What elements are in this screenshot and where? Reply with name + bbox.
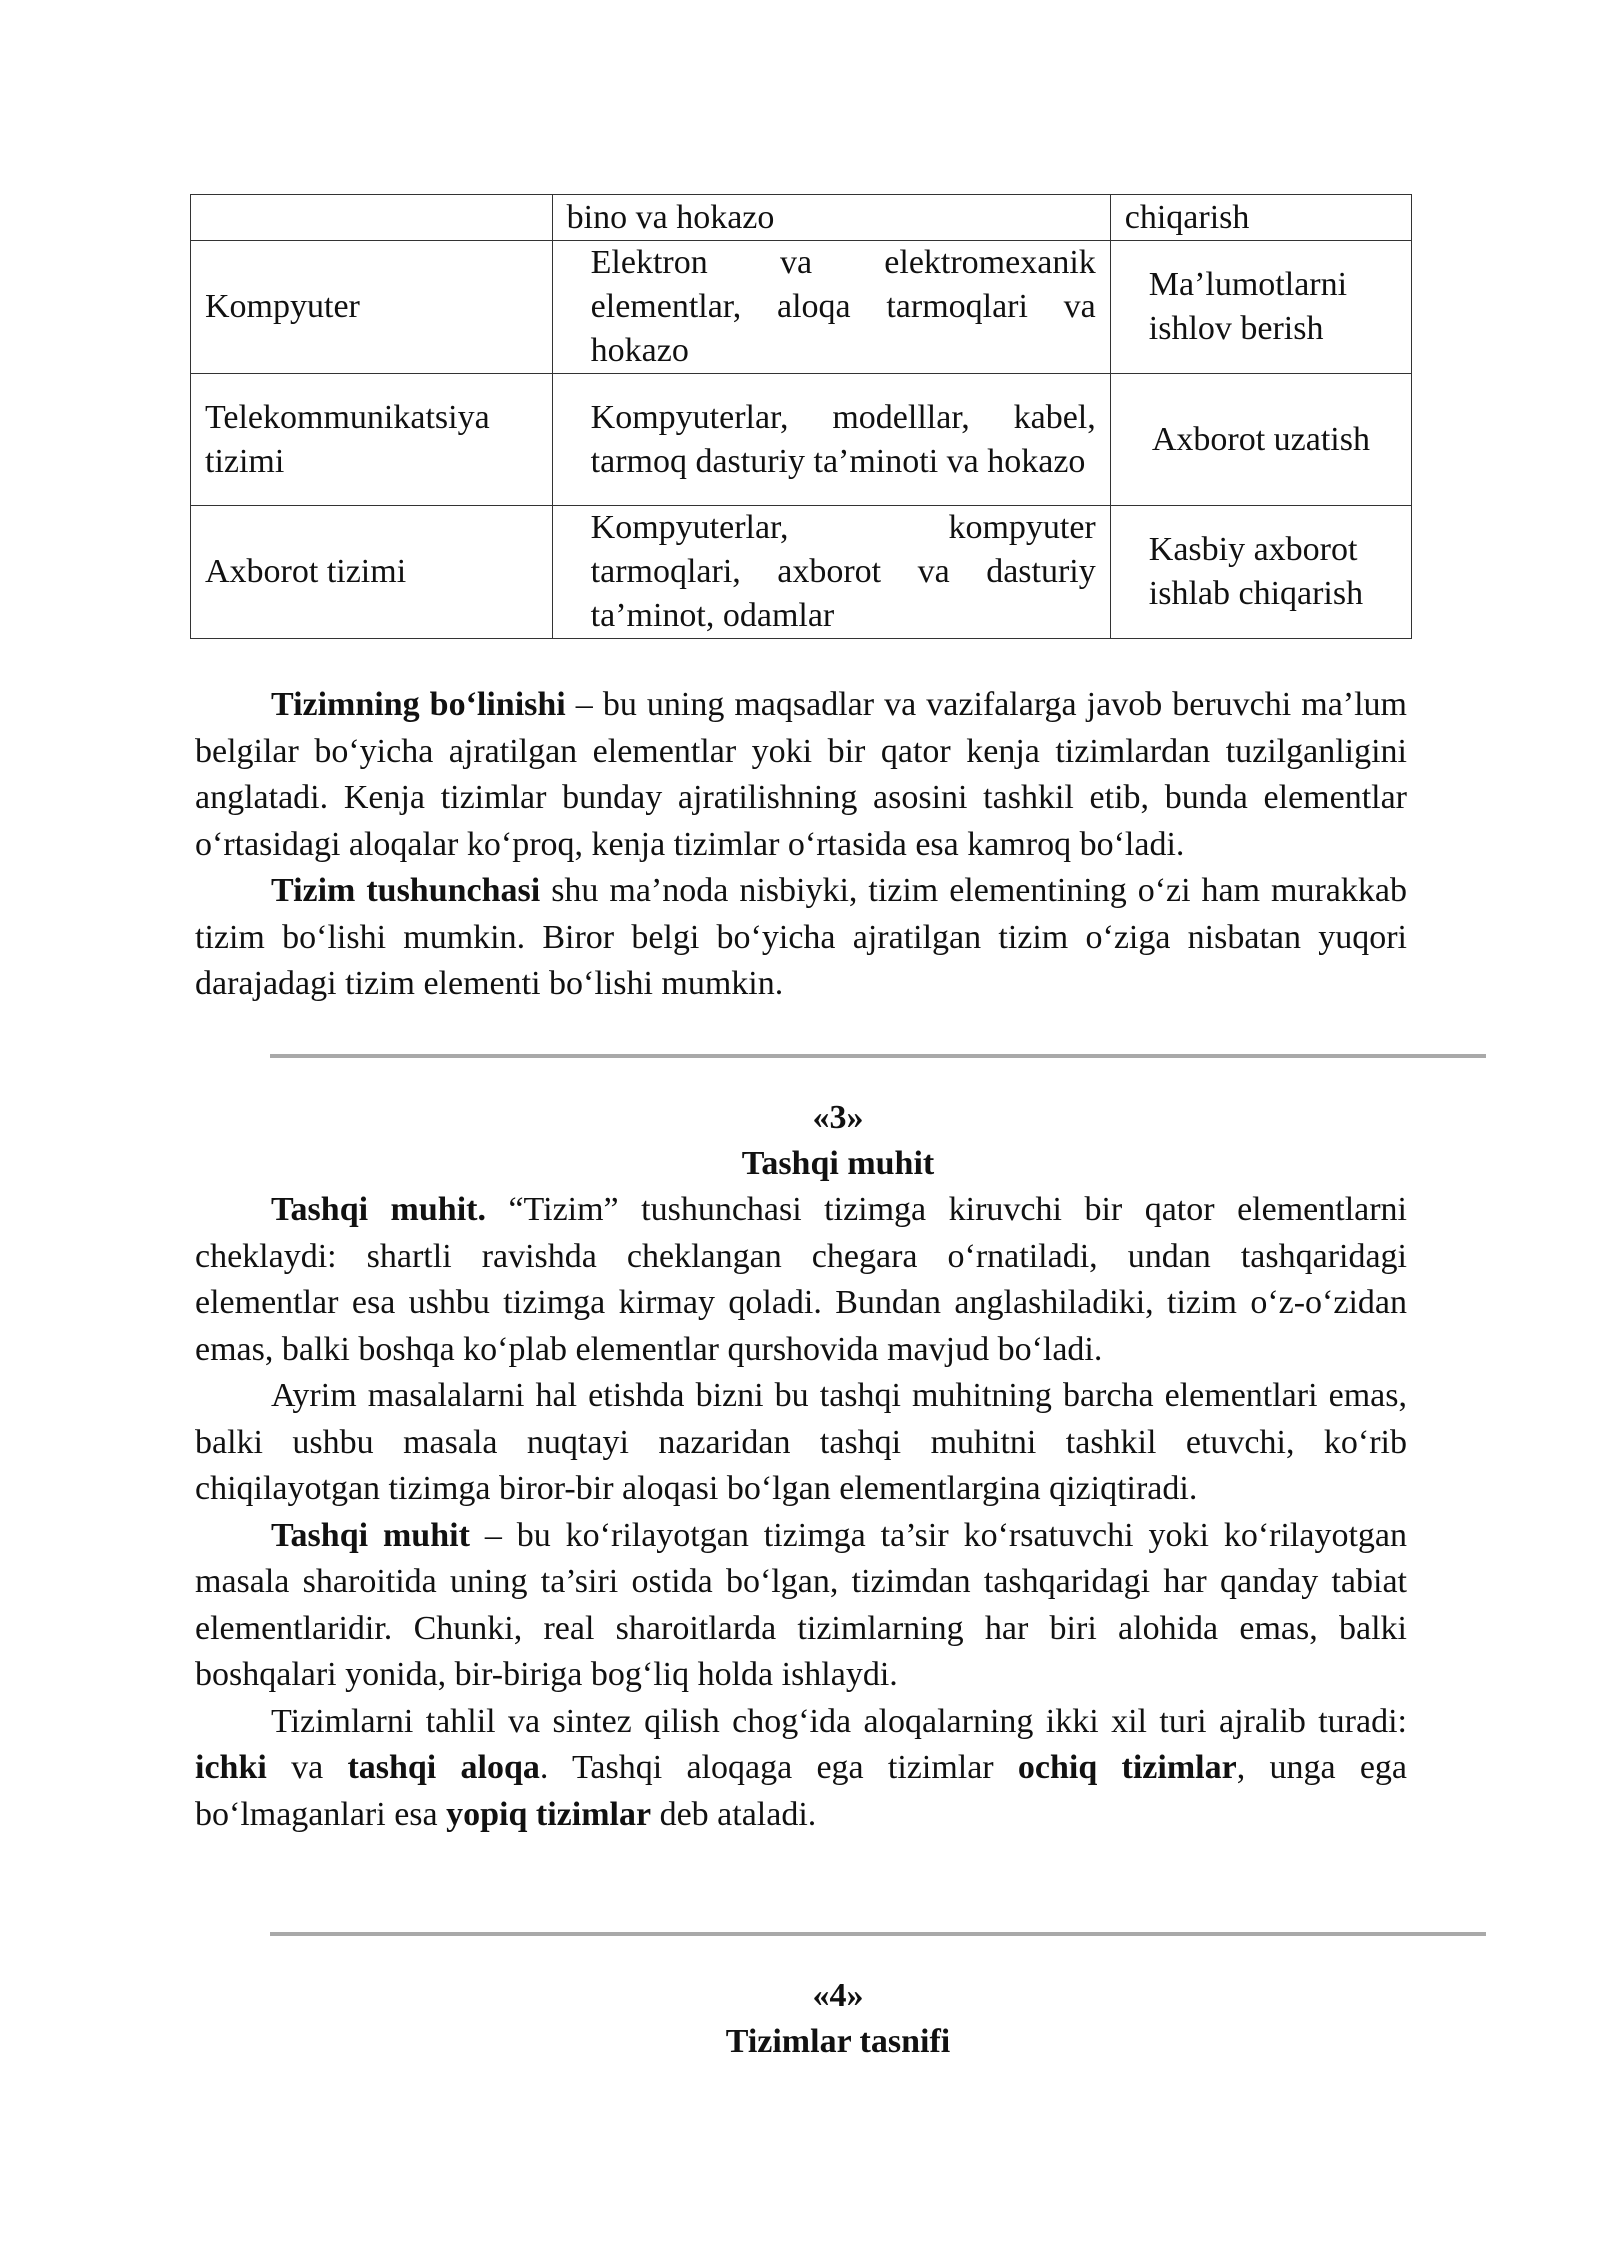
table-cell: Axborot tizimi	[191, 506, 553, 639]
table-cell	[552, 506, 1110, 639]
table-row	[191, 241, 1412, 374]
table-cell	[191, 195, 553, 241]
cell-text: Ma’lumotlarni ishlov berish	[1148, 266, 1348, 347]
term: tashqi aloqa	[347, 1749, 540, 1786]
table-cell	[552, 241, 1110, 374]
cell-text: Kompyuterlar, modelllar, kabel, tarmoq dasturiy ta’minoti va hokazo	[590, 398, 1096, 480]
paragraph	[195, 1513, 1407, 1699]
paragraph-text: deb ataladi.	[651, 1795, 817, 1833]
table-row	[191, 506, 1412, 639]
term: Tizim tushunchasi	[271, 872, 541, 909]
cell-text: Elektron va elektromexanik elementlar, aloqa tarmoqlari va hokazo	[590, 244, 1096, 369]
paragraph	[195, 1699, 1407, 1839]
paragraph	[195, 1373, 1407, 1513]
table-cell: Axborot uzatish	[1110, 374, 1411, 506]
paragraph	[195, 1187, 1407, 1373]
term: yopiq tizimlar	[446, 1795, 652, 1833]
paragraph-text: “Tizim” tushunchasi tizimga kiruvchi bir qator elementlarni cheklaydi: shartli ravishda cheklangan chegara o‘rnatiladi, undan tashqaridagi elementlar esa ushbu tizimga kirmay qoladi. Bundan anglashiladiki, tizim o‘z-o‘zidan emas, balki boshqa ko‘plab elementlar qurshovida mavjud bo‘ladi.	[195, 1191, 1407, 1368]
section-3-body	[195, 1187, 1407, 1838]
section-divider	[270, 1932, 1486, 1936]
systems-table	[190, 194, 1412, 639]
paragraph-text: . Tashqi aloqaga ega tizimlar	[539, 1749, 1018, 1786]
section-number: «4»	[812, 1977, 864, 2014]
paragraph-text: shu ma’noda nisbiyki, tizim elementining o‘zi ham murakkab tizim bo‘lishi mumkin. Biror belgi bo‘yicha ajratilgan tizim o‘ziga nisbatan yuqori darajadagi tizim elementi bo‘lishi mumkin.	[195, 872, 1407, 1002]
table-cell: Kompyuter	[191, 241, 553, 374]
table-cell	[552, 374, 1110, 506]
table-cell	[1110, 506, 1411, 639]
section-divider	[270, 1054, 1486, 1058]
section-title: Tashqi muhit	[741, 1145, 935, 1182]
cell-text: Kompyuterlar, kompyuter tarmoqlari, axborot va dasturiy ta’minot, odamlar	[590, 509, 1096, 634]
term: Tashqi muhit	[271, 1516, 470, 1554]
table-row	[191, 374, 1412, 506]
term: Tizimning bo‘linishi	[271, 686, 566, 723]
cell-text: Kasbiy axborot ishlab chiqarish	[1148, 531, 1364, 612]
paragraph-text: va	[266, 1749, 348, 1786]
term: ochiq tizimlar	[1017, 1749, 1237, 1786]
term: Tashqi muhit.	[271, 1191, 486, 1228]
paragraph-text: , unga ega bo‘lmaganlari esa	[195, 1749, 1408, 1833]
table-cell: bino va hokazo	[552, 195, 1110, 241]
paragraph	[195, 868, 1407, 1008]
section-2-body	[195, 682, 1407, 1008]
table-cell: chiqarish	[1110, 195, 1411, 241]
paragraph-text: Tizimlarni tahlil va sintez qilish chog‘ida aloqalarning ikki xil turi ajralib turadi:	[271, 1702, 1407, 1740]
paragraph-text: Ayrim masalalarni hal etishda bizni bu tashqi muhitning barcha elementlari emas, balki ushbu masala nuqtayi nazaridan tashqi muhitni tashkil etuvchi, ko‘rib chiqilayotgan tizimga biror-bir aloqasi bo‘lgan elementlargina qiziqtiradi.	[195, 1377, 1407, 1507]
table-row	[191, 195, 1412, 241]
table-cell	[1110, 241, 1411, 374]
term: ichki	[195, 1749, 267, 1786]
section-number: «3»	[812, 1099, 864, 1136]
paragraph-text: – bu uning maqsadlar va vazifalarga javob beruvchi ma’lum belgilar bo‘yicha ajratilgan elementlar yoki bir qator kenja tizimlardan tuzilganligini anglatadi. Kenja tizimlar bunday ajratilishning asosini tashkil etib, bunda elementlar o‘rtasidagi aloqalar ko‘proq, kenja tizimlar o‘rtasida esa kamroq bo‘ladi.	[195, 686, 1408, 863]
paragraph-text: – bu ko‘rilayotgan tizimga ta’sir ko‘rsatuvchi yoki ko‘rilayotgan masala sharoitida uning ta’siri ostida bo‘lgan, tizimdan tashqaridagi har qanday tabiat elementlaridir. Chunki, real sharoitlarda tizimlarning har biri alohida emas, balki boshqalari yonida, bir-biriga bog‘liq holda ishlaydi.	[195, 1516, 1407, 1693]
paragraph	[195, 682, 1407, 868]
table-cell: Telekommunikatsiya tizimi	[191, 374, 553, 506]
section-title: Tizimlar tasnifi	[725, 2023, 951, 2060]
